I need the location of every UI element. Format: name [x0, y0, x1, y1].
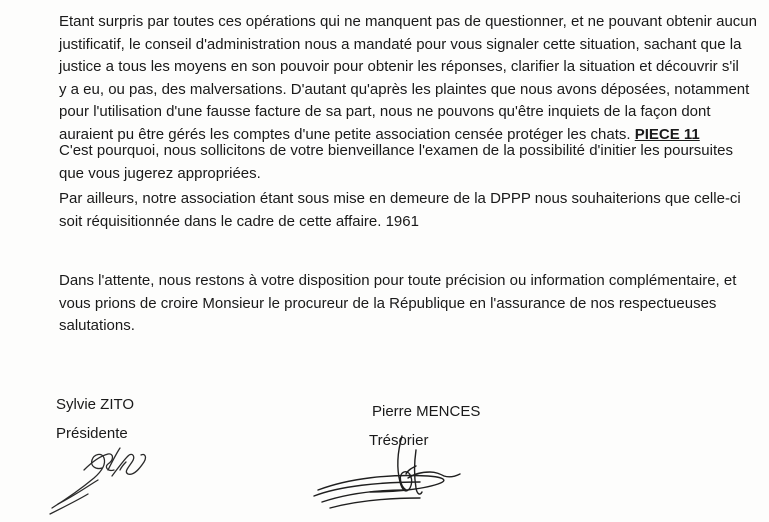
paragraph-closing — [59, 270, 737, 338]
text-line: C'est pourquoi, nous sollicitons de votre bienveillance l'examen de la possibilité d'initier les poursuites — [59, 142, 733, 159]
text-line: que vous jugerez appropriées. — [59, 164, 261, 182]
text-line: justificatif, le conseil d'administration nous a mandaté pour vous signaler cette situation, sachant que la — [59, 35, 742, 53]
text-line: soit réquisitionnée dans le cadre de cette affaire. 1961 — [59, 212, 419, 230]
text-line: salutations. — [59, 317, 135, 334]
signatory-role-treasurer: Trésorier — [369, 432, 429, 449]
signatory-name-treasurer: Pierre MENCES — [372, 403, 481, 420]
treasurer-signature — [310, 430, 475, 515]
piece-reference: PIECE 11 — [634, 125, 700, 143]
president-signature — [48, 440, 158, 515]
signatory-role-president: Présidente — [56, 425, 128, 442]
paragraph-dppp — [59, 188, 741, 233]
text-line: Par ailleurs, notre association étant sous mise en demeure de la DPPP nous souhaiterions que celle-ci — [59, 190, 741, 207]
text-line: Etant surpris par toutes ces opérations qui ne manquent pas de questionner, et ne pouvant obtenir aucun — [59, 13, 757, 30]
paragraph-request — [59, 140, 733, 185]
text-line: y a eu, ou pas, des malversations. D'autant qu'après les plaintes que nous avons déposées, notamment — [59, 80, 750, 98]
text-line: vous prions de croire Monsieur le procureur de la République en l'assurance de nos respectueuses — [59, 294, 717, 312]
signatory-name-president: Sylvie ZITO — [56, 396, 135, 413]
text-line: auraient pu être gérés les comptes d'une petite association censée protéger les chats. — [59, 125, 631, 143]
text-line: pour l'utilisation d'une fausse facture de sa part, nous ne pouvons qu'être inquiets de la façon dont — [59, 103, 711, 120]
text-line: Dans l'attente, nous restons à votre disposition pour toute précision ou information complémentaire, et — [59, 272, 737, 289]
text-line: justice a tous les moyens en son pouvoir pour obtenir les réponses, clarifier la situation et découvrir s'il — [59, 58, 739, 75]
paragraph-concerns — [59, 11, 757, 146]
